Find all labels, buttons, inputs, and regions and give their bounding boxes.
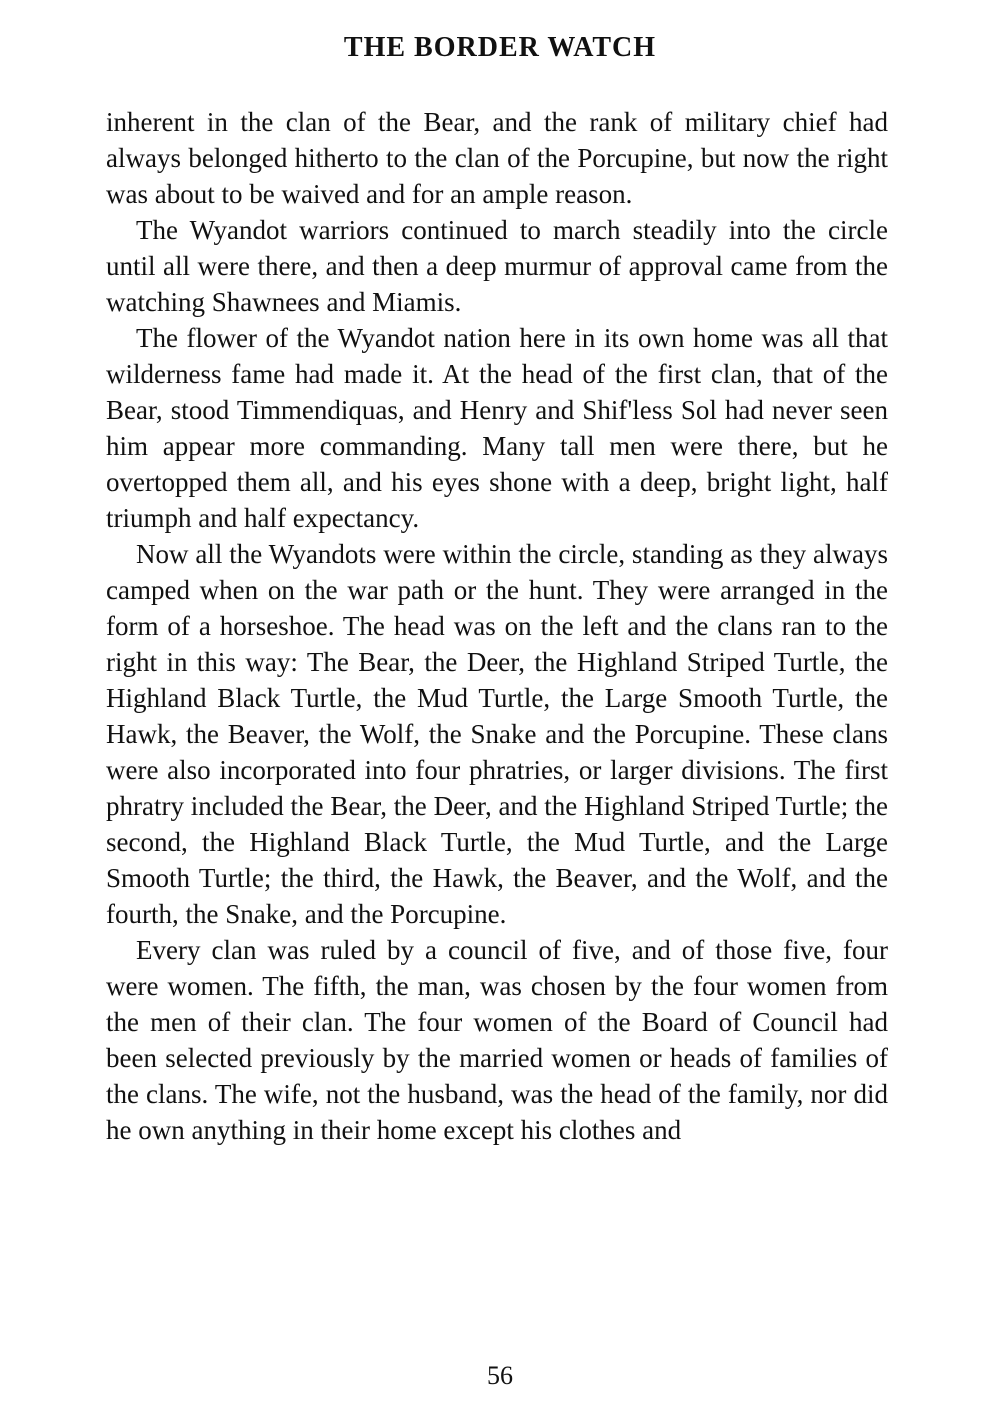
paragraph-5: Every clan was ruled by a council of five, and of those five, four were women. The fifth, the man, was chosen by the four women from the men of their clan. The four women of the Board of Council had been selected previously by the married women or heads of families of the clans. The wife, not the husband, was the head of the family, nor did he own anything in their home except his clothes and [106, 935, 888, 1145]
paragraph-2: The Wyandot warriors continued to march steadily into the circle until all were there, and then a deep murmur of approval came from the watching Shawnees and Miamis. [106, 215, 888, 317]
page-number: 56 [487, 1361, 513, 1390]
running-head: THE BORDER WATCH [343, 32, 657, 63]
body-text [106, 104, 888, 1148]
paragraph-1: inherent in the clan of the Bear, and the rank of military chief had always belonged hitherto to the clan of the Porcupine, but now the right was about to be waived and for an ample reason. [106, 107, 888, 209]
paragraph-3: The flower of the Wyandot nation here in its own home was all that wilderness fame had made it. At the head of the first clan, that of the Bear, stood Timmendiquas, and Henry and Shif'less Sol had never seen him appear more commanding. Many tall men were there, but he overtopped them all, and his eyes shone with a deep, bright light, half triumph and half expectancy. [106, 323, 888, 533]
paragraph-4: Now all the Wyandots were within the circle, standing as they always camped when on the war path or the hunt. They were arranged in the form of a horseshoe. The head was on the left and the clans ran to the right in this way: The Bear, the Deer, the Highland Striped Turtle, the Highland Black Turtle, the Mud Turtle, the Large Smooth Turtle, the Hawk, the Beaver, the Wolf, the Snake and the Porcupine. These clans were also incorporated into four phratries, or larger divisions. The first phratry included the Bear, the Deer, and the Highland Striped Turtle; the second, the Highland Black Turtle, the Mud Turtle, and the Large Smooth Turtle; the third, the Hawk, the Beaver, and the Wolf, and the fourth, the Snake, and the Porcupine. [106, 539, 888, 929]
